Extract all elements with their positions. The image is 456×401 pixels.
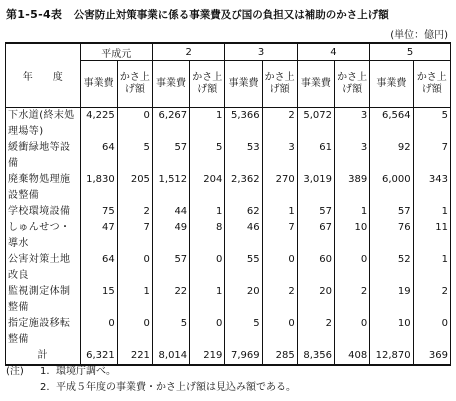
table-cell: 55	[225, 252, 262, 284]
table-cell: 61	[297, 140, 334, 172]
row-label: しゅんせつ・導水	[6, 220, 81, 252]
row-label: 監視測定体制整備	[6, 284, 81, 316]
table-cell: 204	[190, 172, 225, 204]
table-cell: 5	[413, 108, 450, 141]
table-cell: 1,830	[80, 172, 117, 204]
table-title	[6, 6, 450, 24]
table-cell: 6,000	[370, 172, 413, 204]
table-cell: 19	[370, 284, 413, 316]
note-text: 平成５年度の事業費・かさ上げ額は見込み額である。	[56, 382, 296, 393]
row-label: 公害対策土地改良	[6, 252, 81, 284]
col-cost-header: 事業費	[297, 61, 334, 108]
table-cell: 57	[152, 140, 189, 172]
table-cell: 8	[190, 220, 225, 252]
table-cell: 6,564	[370, 108, 413, 141]
table-cell: 10	[370, 316, 413, 348]
table-cell: 62	[225, 204, 262, 220]
table-cell: 47	[80, 220, 117, 252]
table-cell: 75	[80, 204, 117, 220]
total-cell: 285	[262, 348, 297, 365]
table-cell: 44	[152, 204, 189, 220]
row-label: 廃棄物処理施設整備	[6, 172, 81, 204]
total-cell: 12,870	[370, 348, 413, 365]
table-cell: 67	[297, 220, 334, 252]
table-cell: 1	[190, 204, 225, 220]
table-row	[6, 204, 451, 220]
table-cell: 2	[297, 316, 334, 348]
col-extra-header: かさ上げ額	[335, 61, 370, 108]
col-cost-header: 事業費	[152, 61, 189, 108]
table-cell: 53	[225, 140, 262, 172]
notes	[6, 364, 296, 396]
table-cell: 46	[225, 220, 262, 252]
table-cell: 0	[80, 316, 117, 348]
table-cell: 2	[413, 284, 450, 316]
col-cost-header: 事業費	[370, 61, 413, 108]
table-cell: 10	[335, 220, 370, 252]
total-cell: 8,356	[297, 348, 334, 365]
table-body	[6, 108, 451, 349]
table-cell: 1	[413, 204, 450, 220]
col-extra-header: かさ上げ額	[413, 61, 450, 108]
table-row	[6, 284, 451, 316]
table-cell: 0	[335, 252, 370, 284]
table-cell: 0	[335, 316, 370, 348]
table-cell: 0	[117, 316, 152, 348]
table-row	[6, 220, 451, 252]
table-cell: 57	[297, 204, 334, 220]
col-cost-header: 事業費	[225, 61, 262, 108]
row-header-label: 年 度	[6, 43, 81, 108]
table-cell: 60	[297, 252, 334, 284]
table-cell: 20	[225, 284, 262, 316]
total-cell: 7,969	[225, 348, 262, 365]
table-cell: 270	[262, 172, 297, 204]
table-cell: 1	[190, 284, 225, 316]
year-header: 3	[225, 43, 297, 61]
table-row	[6, 172, 451, 204]
table-cell: 11	[413, 220, 450, 252]
note-text: 環境庁調べ。	[56, 366, 116, 377]
table-cell: 2	[117, 204, 152, 220]
table-cell: 5	[190, 140, 225, 172]
row-label: 緩衝緑地等設備	[6, 140, 81, 172]
col-extra-header: かさ上げ額	[262, 61, 297, 108]
table-cell: 389	[335, 172, 370, 204]
table-cell: 3	[335, 140, 370, 172]
table-cell: 5,072	[297, 108, 334, 141]
table-cell: 1	[413, 252, 450, 284]
table-row	[6, 316, 451, 348]
table-cell: 64	[80, 140, 117, 172]
table-cell: 22	[152, 284, 189, 316]
year-header: 4	[297, 43, 369, 61]
table-cell: 92	[370, 140, 413, 172]
table-cell: 20	[297, 284, 334, 316]
row-label: 指定施設移転整備	[6, 316, 81, 348]
total-cell: 408	[335, 348, 370, 365]
table-row	[6, 140, 451, 172]
year-header: 平成元	[80, 43, 152, 61]
table-cell: 52	[370, 252, 413, 284]
row-label: 学校環境設備	[6, 204, 81, 220]
note-prefix: (注)	[6, 366, 24, 377]
table-cell: 6,267	[152, 108, 189, 141]
table-row	[6, 252, 451, 284]
table-cell: 49	[152, 220, 189, 252]
table-cell: 5	[117, 140, 152, 172]
table-cell: 5	[225, 316, 262, 348]
table-cell: 0	[190, 316, 225, 348]
total-cell: 8,014	[152, 348, 189, 365]
total-row	[6, 348, 451, 365]
table-cell: 2	[335, 284, 370, 316]
table-cell: 2	[262, 108, 297, 141]
budget-table	[5, 42, 451, 366]
table-cell: 343	[413, 172, 450, 204]
table-cell: 0	[413, 316, 450, 348]
total-cell: 6,321	[80, 348, 117, 365]
table-cell: 0	[117, 252, 152, 284]
table-cell: 1	[190, 108, 225, 141]
total-cell: 219	[190, 348, 225, 365]
table-row	[6, 108, 451, 141]
table-cell: 0	[262, 316, 297, 348]
table-cell: 1	[335, 204, 370, 220]
table-cell: 7	[262, 220, 297, 252]
table-cell: 57	[370, 204, 413, 220]
table-cell: 1,512	[152, 172, 189, 204]
note-item	[6, 364, 296, 380]
row-label: 下水道(終末処理場等)	[6, 108, 81, 141]
year-header: 5	[370, 43, 451, 61]
note-number: 1.	[40, 366, 50, 377]
table-cell: 1	[262, 204, 297, 220]
table-cell: 5	[152, 316, 189, 348]
table-cell: 0	[190, 252, 225, 284]
table-cell: 3,019	[297, 172, 334, 204]
table-cell: 2	[262, 284, 297, 316]
col-cost-header: 事業費	[80, 61, 117, 108]
table-cell: 205	[117, 172, 152, 204]
table-cell: 4,225	[80, 108, 117, 141]
table-cell: 5,366	[225, 108, 262, 141]
table-cell: 15	[80, 284, 117, 316]
total-label: 計	[6, 348, 81, 365]
year-header: 2	[152, 43, 224, 61]
table-cell: 76	[370, 220, 413, 252]
note-item	[6, 380, 296, 396]
unit-label: (単位：億円)	[390, 30, 448, 41]
total-cell: 369	[413, 348, 450, 365]
table-cell: 7	[117, 220, 152, 252]
table-cell: 57	[152, 252, 189, 284]
total-cell: 221	[117, 348, 152, 365]
table-cell: 64	[80, 252, 117, 284]
table-cell: 7	[413, 140, 450, 172]
note-number: 2.	[40, 382, 50, 393]
col-extra-header: かさ上げ額	[117, 61, 152, 108]
table-cell: 0	[262, 252, 297, 284]
table-cell: 0	[117, 108, 152, 141]
table-cell: 3	[335, 108, 370, 141]
header-years-row	[6, 43, 451, 61]
col-extra-header: かさ上げ額	[190, 61, 225, 108]
table-caption: 公害防止対策事業に係る事業費及び国の負担又は補助のかさ上げ額	[73, 9, 389, 21]
table-cell: 1	[117, 284, 152, 316]
table-number: 第1-5-4表	[6, 8, 63, 21]
table-cell: 3	[262, 140, 297, 172]
table-cell: 2,362	[225, 172, 262, 204]
